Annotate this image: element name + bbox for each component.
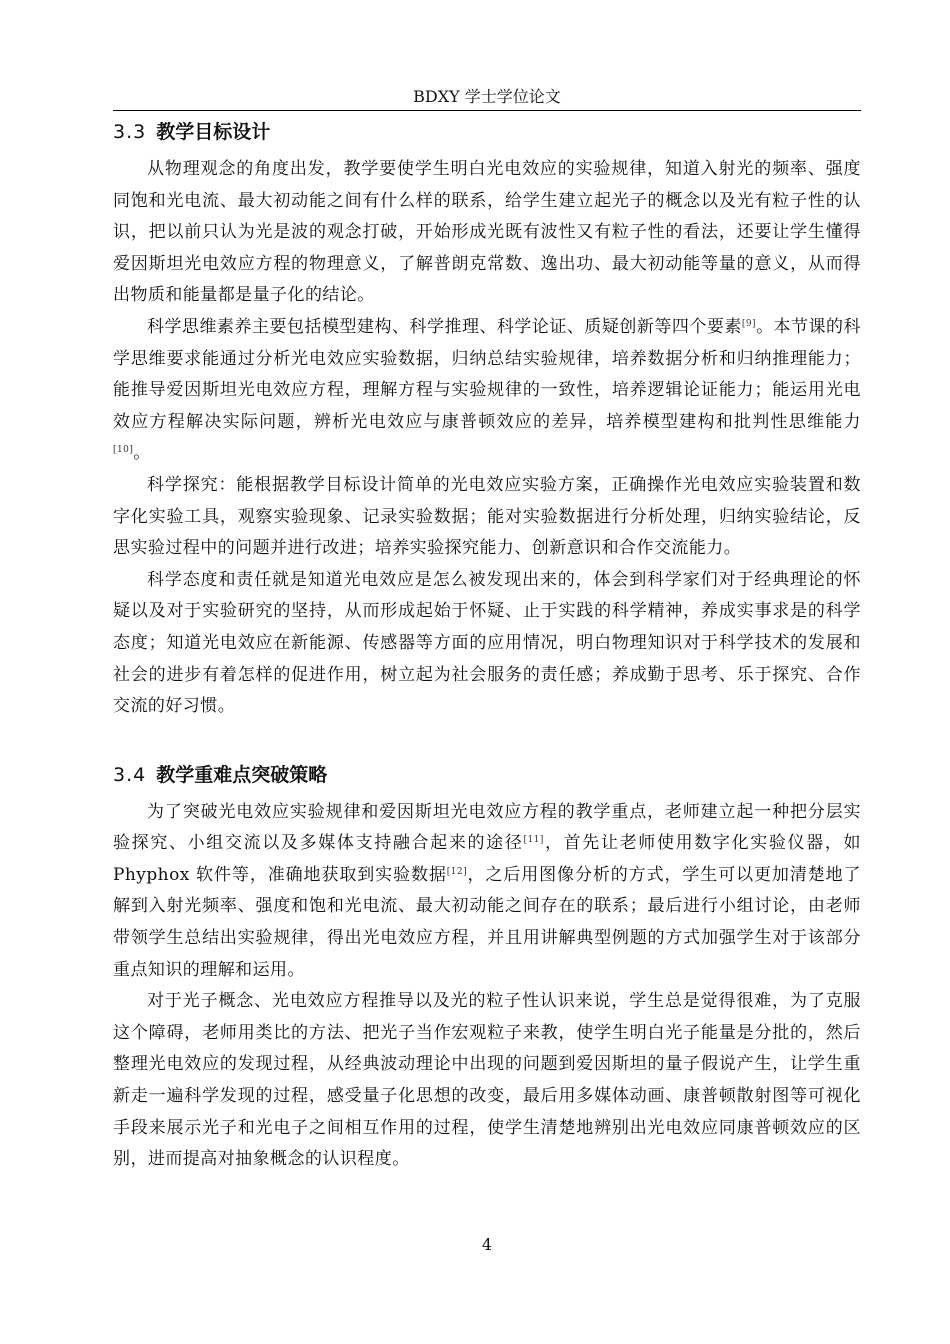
citation-ref: [10] (113, 445, 134, 456)
paragraph (113, 565, 861, 723)
section-title: 教学重难点突破策略 (156, 763, 328, 786)
section-number: 3.4 (113, 763, 147, 786)
paragraph-text: 。本节课的科学思维要求能通过分析光电效应实验数据，归纳总结实验规律，培养数据分析和归纳推理能力；能推导爱因斯坦光电效应方程，理解方程与实验规律的一致性，培养逻辑论证能力；能运用光电效应方程解决实际问题，辨析光电效应与康普顿效应的差异，培养模型建构和批判性思维能力 (113, 316, 861, 432)
paragraph-text: 科学态度和责任就是知道光电效应是怎么被发现出来的，体会到科学家们对于经典理论的怀疑以及对于实验研究的坚持，从而形成起始于怀疑、止于实践的科学精神，养成实事求是的科学态度；知道光电效应在新能源、传感器等方面的应用情况，明白物理知识对于科学技术的发展和社会的进步有着怎样的促进作用，树立起为社会服务的责任感；养成勤于思考、乐于探究、合作交流的好习惯。 (113, 569, 861, 717)
page-body (113, 112, 861, 1176)
paragraph (113, 312, 861, 470)
citation-ref: [12] (446, 866, 468, 877)
section-heading-3-4 (113, 763, 861, 787)
paragraph-text: 。 (133, 443, 151, 464)
section-number: 3.3 (113, 121, 147, 143)
paragraph-text: 科学探究：能根据教学目标设计简单的光电效应实验方案，正确操作光电效应实验装置和数字化实验工具，观察实验现象、记录实验数据；能对实验数据进行分析处理，归纳实验结论，反思实验过程中的问题并进行改进；培养实验探究能力、创新意识和合作交流能力。 (113, 474, 861, 559)
section-heading-3-3 (113, 120, 861, 144)
paragraph (113, 470, 861, 565)
paragraph (113, 986, 861, 1176)
page-number: 4 (481, 1235, 493, 1254)
paragraph-text: 为了突破光电效应实验规律和爱因斯坦光电效应方程的教学重点，老师建立起一种把分层实验探究、小组交流以及多媒体支持融合起来的途径 (113, 801, 861, 854)
paragraph-text: 科学思维素养主要包括模型建构、科学推理、科学论证、质疑创新等四个要素 (147, 316, 742, 337)
header-rule (113, 110, 861, 111)
citation-ref: [11] (523, 835, 544, 846)
paragraph (113, 797, 861, 987)
paragraph-text: ，首先让老师使用数字化实验仪器，如 Phyphox 软件等，准确地获取到实验数据 (113, 833, 861, 885)
paragraph-text: 从物理观念的角度出发，教学要使学生明白光电效应的实验规律，知道入射光的频率、强度同饱和光电流、最大初动能之间有什么样的联系，给学生建立起光子的概念以及光有粒子性的认识，把以前只认为光是波的观念打破，开始形成光既有波性又有粒子性的看法，还要让学生懂得爱因斯坦光电效应方程的物理意义，了解普朗克常数、逸出功、最大初动能等量的意义，从而得出物质和能量都是量子化的结论。 (113, 159, 861, 306)
paragraph-text: ，之后用图像分析的方式，学生可以更加清楚地了解到入射光频率、强度和饱和光电流、最大初动能之间存在的联系；最后进行小组讨论，由老师带领学生总结出实验规律，得出光电效应方程，并且用讲解典型例题的方式加强学生对于该部分重点知识的理解和运用。 (113, 864, 862, 980)
paragraph (113, 154, 861, 312)
running-header: BDXY 学士学位论文 (413, 87, 561, 106)
paragraph-text: 对于光子概念、光电效应方程推导以及光的粒子性认识来说，学生总是觉得很难，为了克服这个障碍，老师用类比的方法、把光子当作宏观粒子来教，使学生明白光子能量是分批的，然后整理光电效应的发现过程，从经典波动理论中出现的问题到爱因斯坦的量子假说产生，让学生重新走一遍科学发现的过程，感受量子化思想的改变，最后用多媒体动画、康普顿散射图等可视化手段来展示光子和光电子之间相互作用的过程，使学生清楚地辨别出光电效应同康普顿效应的区别，进而提高对抽象概念的认识程度。 (113, 991, 861, 1170)
section-title: 教学目标设计 (156, 121, 271, 143)
citation-ref: [9] (741, 318, 757, 329)
